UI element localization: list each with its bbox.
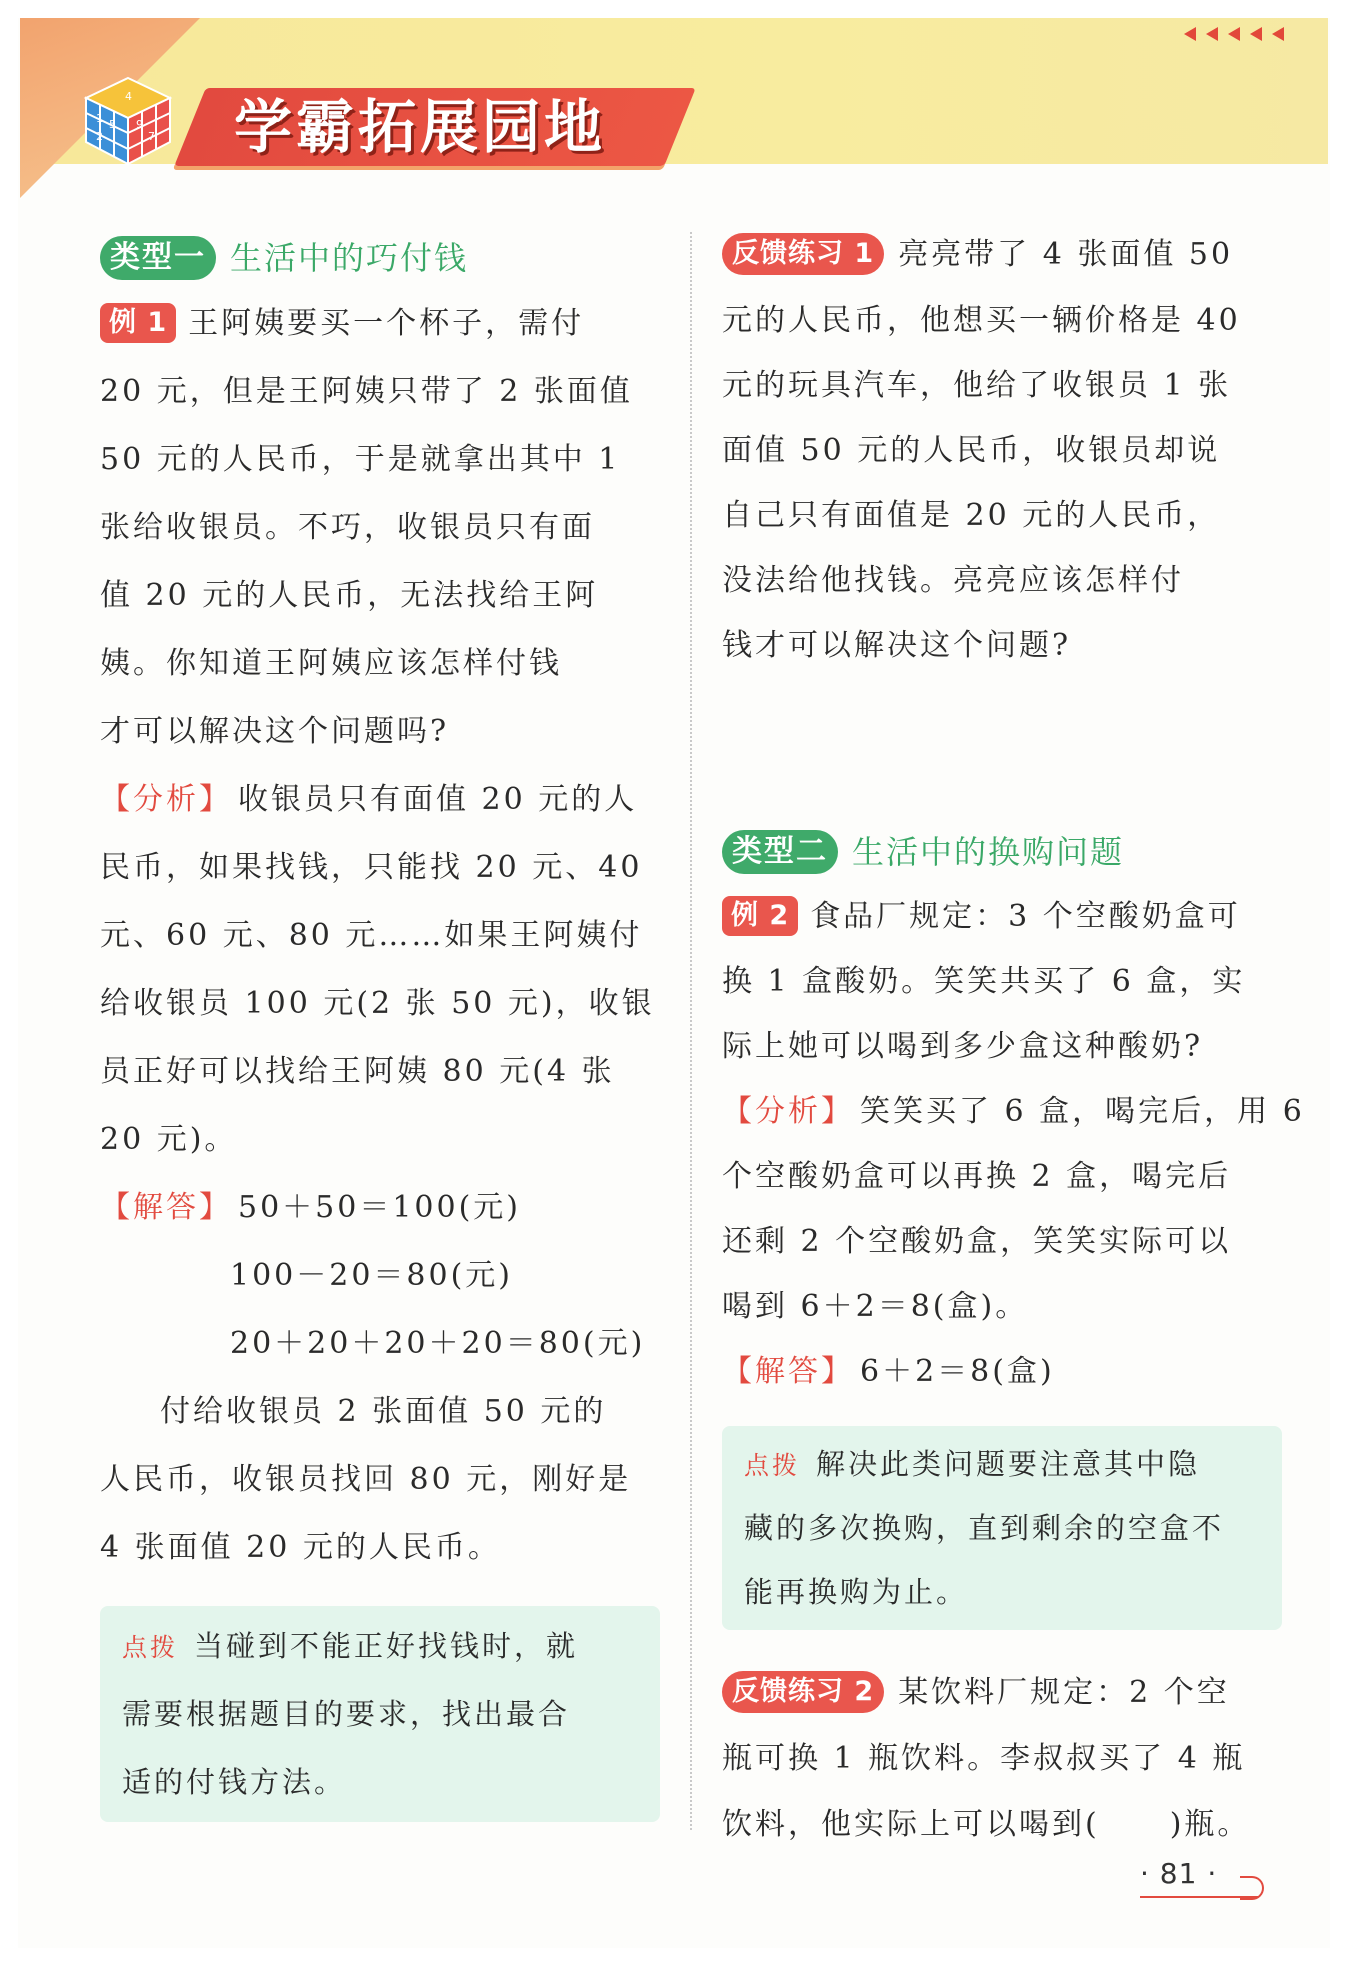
tip1-line: 需要根据题目的要求，找出最合 — [122, 1697, 571, 1731]
type2-heading — [722, 818, 1282, 884]
example1-line: 20 元，但是王阿姨只带了 2 张面值 — [100, 374, 633, 409]
feedback2-line: 瓶可换 1 瓶饮料。李叔叔买了 4 瓶 — [722, 1741, 1246, 1776]
answer2 — [722, 1339, 1282, 1404]
svg-text:1: 1 — [96, 112, 103, 125]
analysis1-tag: 【分析】 — [100, 782, 232, 817]
type1-heading — [100, 224, 660, 290]
example1-badge: 例 1 — [100, 303, 176, 343]
svg-text:2: 2 — [96, 130, 103, 143]
svg-text:7: 7 — [148, 130, 155, 143]
analysis1-line: 民币，如果找钱，只能找 20 元、40 — [100, 850, 643, 885]
example1 — [100, 290, 660, 766]
tip2-label: 点拨 — [744, 1451, 801, 1480]
tip2-box — [722, 1426, 1282, 1630]
feedback1-line: 钱才可以解决这个问题? — [722, 628, 1072, 663]
page-title: 学霸拓展园地 — [234, 93, 607, 161]
svg-text:5: 5 — [109, 118, 116, 131]
tip2-line: 解决此类问题要注意其中隐 — [816, 1447, 1201, 1481]
example1-line: 王阿姨要买一个杯子，需付 — [188, 306, 585, 341]
example2-line: 换 1 盒酸奶。笑笑共买了 6 盒，实 — [722, 964, 1246, 999]
page-number — [1140, 1854, 1270, 1898]
feedback2-line-before-blank: 饮料，他实际上可以喝到( — [722, 1807, 1100, 1842]
example2 — [722, 884, 1282, 1079]
left-column — [100, 224, 660, 1822]
example1-line: 张给收银员。不巧，收银员只有面 — [100, 510, 595, 545]
analysis1 — [100, 766, 660, 1174]
answer2-tag: 【解答】 — [722, 1354, 854, 1389]
svg-text:9: 9 — [136, 118, 143, 131]
example2-badge: 例 2 — [722, 896, 798, 936]
analysis2-line: 个空酸奶盒可以再换 2 盒，喝完后 — [722, 1159, 1232, 1194]
answer1-equation: 20＋20＋20＋20＝80(元) — [230, 1326, 646, 1361]
analysis2-line: 还剩 2 个空酸奶盒，笑笑实际可以 — [722, 1224, 1232, 1259]
feedback1-line: 元的玩具汽车，他给了收银员 1 张 — [722, 368, 1232, 403]
page-number-text: · 81 · — [1140, 1857, 1218, 1890]
feedback2 — [722, 1660, 1282, 1858]
analysis2-tag: 【分析】 — [722, 1094, 854, 1129]
answer1-conclusion: 人民币，收银员找回 80 元，刚好是 — [100, 1462, 632, 1497]
feedback1-line: 自己只有面值是 20 元的人民币， — [722, 498, 1221, 533]
page-corner-hook-icon — [1240, 1876, 1264, 1900]
example1-line: 值 20 元的人民币，无法找给王阿 — [100, 578, 599, 613]
column-divider — [690, 232, 692, 1830]
feedback2-line: 某饮料厂规定：2 个空 — [898, 1675, 1230, 1710]
answer1-conclusion: 4 张面值 20 元的人民币。 — [100, 1530, 501, 1565]
example1-line: 姨。你知道王阿姨应该怎样付钱 — [100, 646, 562, 681]
type1-title: 生活中的巧付钱 — [230, 238, 469, 277]
analysis1-line: 20 元)。 — [100, 1122, 238, 1157]
feedback1 — [722, 222, 1282, 678]
type2-badge: 类型二 — [722, 830, 838, 874]
example1-line: 50 元的人民币，于是就拿出其中 1 — [100, 442, 621, 477]
analysis1-line: 员正好可以找给王阿姨 80 元(4 张 — [100, 1054, 615, 1089]
tip2-line: 能再换购为止。 — [744, 1575, 969, 1609]
feedback1-badge: 反馈练习 1 — [722, 233, 884, 275]
analysis2 — [722, 1079, 1305, 1339]
analysis2-line: 笑笑买了 6 盒，喝完后，用 6 — [860, 1094, 1305, 1129]
example1-line: 才可以解决这个问题吗? — [100, 714, 450, 749]
analysis1-line: 收银员只有面值 20 元的人 — [238, 782, 638, 817]
tip1-box — [100, 1606, 660, 1822]
feedback2-line-after-blank: )瓶。 — [1169, 1807, 1251, 1842]
example2-line: 际上她可以喝到多少盒这种酸奶? — [722, 1029, 1204, 1064]
feedback2-badge: 反馈练习 2 — [722, 1671, 884, 1713]
feedback1-line: 没法给他找钱。亮亮应该怎样付 — [722, 563, 1184, 598]
tip1-line: 适的付钱方法。 — [122, 1765, 347, 1799]
answer1-equation: 50＋50＝100(元) — [238, 1190, 522, 1225]
type1-badge: 类型一 — [100, 236, 216, 280]
answer1-equation: 100－20＝80(元) — [230, 1258, 514, 1293]
number-cube-icon — [78, 70, 178, 170]
analysis1-line: 给收银员 100 元(2 张 50 元)，收银 — [100, 986, 655, 1021]
feedback1-line: 亮亮带了 4 张面值 50 — [898, 237, 1234, 272]
tip1-line: 当碰到不能正好找钱时，就 — [194, 1629, 579, 1663]
feedback1-line: 元的人民币，他想买一辆价格是 40 — [722, 303, 1241, 338]
example2-line: 食品厂规定：3 个空酸奶盒可 — [810, 899, 1241, 934]
tip1-label: 点拨 — [122, 1633, 179, 1662]
analysis1-line: 元、60 元、80 元……如果王阿姨付 — [100, 918, 643, 953]
answer1 — [100, 1174, 660, 1582]
right-column — [722, 222, 1305, 1858]
answer1-conclusion: 付给收银员 2 张面值 50 元的 — [160, 1394, 607, 1429]
tip2-line: 藏的多次换购，直到剩余的空盒不 — [744, 1511, 1225, 1545]
banner-arrows-icon — [1184, 26, 1294, 45]
analysis2-line: 喝到 6＋2＝8(盒)。 — [722, 1289, 1029, 1324]
feedback1-line: 面值 50 元的人民币，收银员却说 — [722, 433, 1221, 468]
type2-title: 生活中的换购问题 — [852, 832, 1125, 871]
answer2-equation: 6＋2＝8(盒) — [860, 1354, 1055, 1389]
svg-text:4: 4 — [125, 90, 132, 103]
answer1-tag: 【解答】 — [100, 1190, 232, 1225]
